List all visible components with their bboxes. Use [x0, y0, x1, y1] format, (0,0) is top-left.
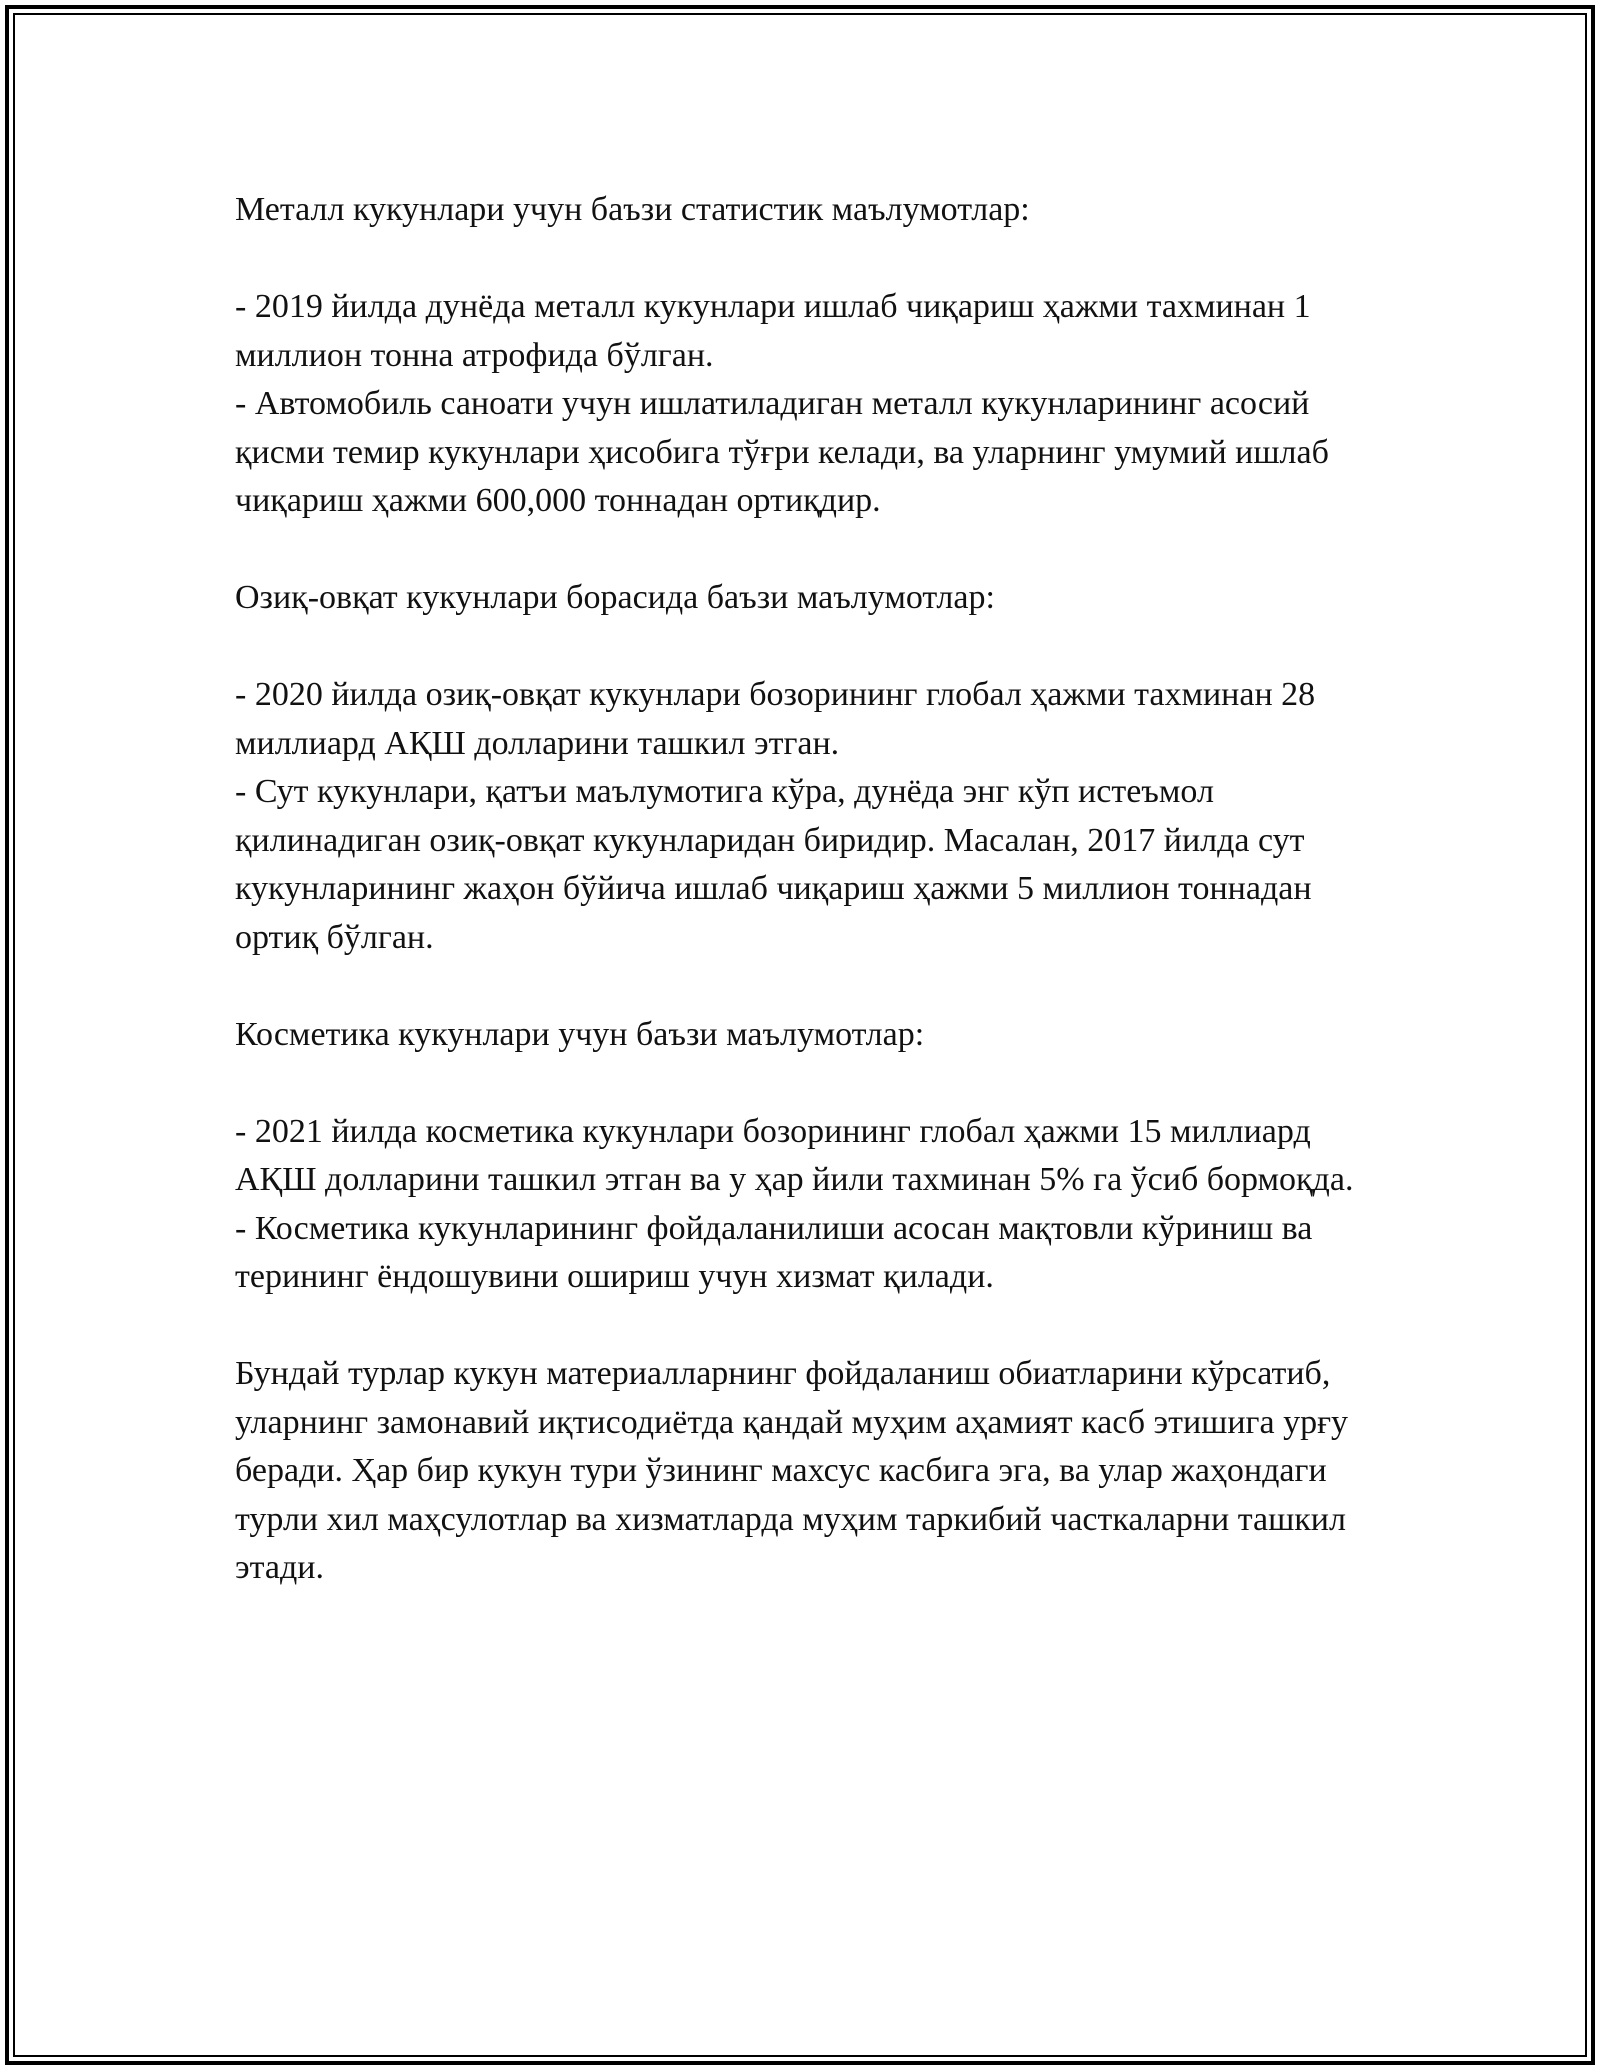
bullet-item: - Автомобиль саноати учун ишлатиладиган металл кукунларининг асосий қисми темир кукунлари ҳисобига тўғри келади, ва уларнинг умумий ишлаб чиқариш ҳажми 600,000 тоннадан ортиқдир.	[235, 385, 1329, 519]
document-body	[235, 186, 1385, 1641]
section-food-powders	[235, 574, 1385, 962]
bullet-item: - Косметика кукунларининг фойдаланилиши асосан мақтовли кўриниш ва терининг ёндошувини ошириш учун хизмат қилади.	[235, 1209, 1313, 1295]
bullet-list	[235, 1108, 1385, 1302]
bullet-item: - 2021 йилда косметика кукунлари бозорининг глобал ҳажми 15 миллиард АҚШ долларини ташкил этган ва у ҳар йили тахминан 5% га ўсиб бормоқда.	[235, 1112, 1354, 1198]
section-heading: Косметика кукунлари учун баъзи маълумотлар:	[235, 1015, 925, 1053]
section-metal-powders	[235, 186, 1385, 526]
bullet-item: - 2019 йилда дунёда металл кукунлари ишлаб чиқариш ҳажми тахминан 1 миллион тонна атрофида бўлган.	[235, 288, 1311, 374]
section-cosmetic-powders	[235, 1011, 1385, 1302]
section-heading: Металл кукунлари учун баъзи статистик маълумотлар:	[235, 191, 1030, 228]
bullet-list	[235, 283, 1385, 526]
conclusion-paragraph: Бундай турлар кукун материалларнинг фойдаланиш обиатларини кўрсатиб, уларнинг замонавий иқтисодиётда қандай муҳим аҳамият касб этишига урғу беради. Ҳар бир кукун тури ўзининг махсус касбига эга, ва улар жаҳондаги турли хил маҳсулотлар ва хизматларда муҳим таркибий часткаларни ташкил этади.	[235, 1355, 1349, 1586]
bullet-item: - 2020 йилда озиқ-овқат кукунлари бозорининг глобал ҳажми тахминан 28 миллиард АҚШ долларини ташкил этган.	[235, 676, 1316, 762]
bullet-list	[235, 671, 1385, 962]
section-heading: Озиқ-овқат кукунлари борасида баъзи маълумотлар:	[235, 579, 995, 616]
bullet-item: - Сут кукунлари, қатъи маълумотига кўра, дунёда энг кўп истеъмол қилинадиган озиқ-овқат кукунларидан биридир. Масалан, 2017 йилда сут кукунларининг жаҳон бўйича ишлаб чиқариш ҳажми 5 миллион тоннадан ортиқ бўлган.	[235, 773, 1312, 956]
